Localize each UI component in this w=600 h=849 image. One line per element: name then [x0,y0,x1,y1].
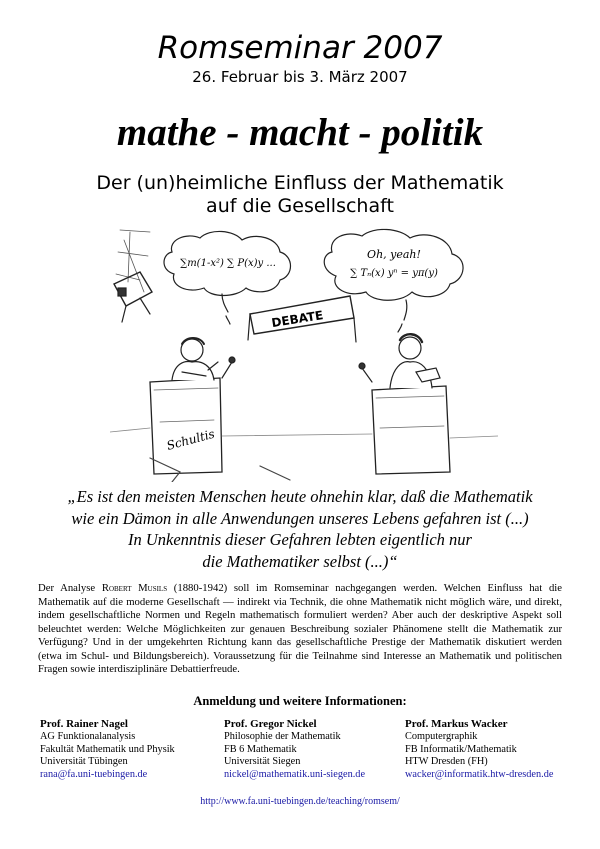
artist-signature: Schultis [165,426,217,453]
contact-department: Philosophie der Mathematik [224,730,341,742]
quote-line-3: In Unkenntnis dieser Gefahren lebten eigentlich nur [128,530,472,549]
right-bubble-exclamation: Oh, yeah! [367,248,421,261]
quote-line-1: „Es ist den meisten Menschen heute ohnehin klar, daß die Mathematik [67,487,533,506]
contact-department: Computergraphik [405,730,478,742]
contact-email-link[interactable]: rana@fa.uni-tuebingen.de [40,769,148,781]
left-bubble-formula: ∑m(1-x²) ∑ P(x)y ... [180,258,276,269]
debate-cartoon-illustration [110,222,498,482]
contact-email-link[interactable]: nickel@mathematik.uni-siegen.de [224,769,366,781]
contact-heading: Anmeldung und weitere Informationen: [193,694,407,708]
contact-faculty: Fakultät Mathematik und Physik [40,743,175,755]
contact-department: AG Funktionalanalysis [40,730,136,742]
main-title: mathe - macht - politik [116,111,484,154]
author-name: Robert Musils [101,582,168,594]
subtitle [0,172,600,218]
contact-name: Prof. Gregor Nickel [224,718,317,730]
contact-university: HTW Dresden (FH) [405,756,488,768]
contact-faculty: FB Informatik/Mathematik [405,743,517,755]
description-intro: Der Analyse [38,582,102,594]
contact-card-nickel [224,718,365,782]
contact-university: Universität Siegen [224,756,301,768]
right-bubble-formula: ∑ Tₙ(x) yⁿ = yπ(y) [350,268,438,279]
subtitle-line-2: auf die Gesellschaft [206,195,394,217]
contact-name: Prof. Markus Wacker [405,718,508,730]
quote-line-2: wie ein Dämon in alle Anwendungen unseres Lebens gefahren ist (...) [71,508,529,528]
contact-faculty: FB 6 Mathematik [224,743,297,755]
poster-title: Romseminar 2007 [157,30,443,66]
seminar-dates: 26. Februar bis 3. März 2007 [192,68,408,86]
contact-card-nagel [40,718,175,782]
contact-card-wacker [405,718,553,782]
contact-email-link[interactable]: wacker@informatik.htw-dresden.de [405,769,554,781]
seminar-website-link[interactable]: http://www.fa.uni-tuebingen.de/teaching/romsem/ [200,796,400,807]
description-text: (1880-1942) soll im Romseminar nachgegangen werden. Welchen Einfluss hat die Mathematik auf die moderne Gesellschaft — indirekt via Technik, die ohne Mathematik nicht möglich wäre, und direkt, indem gesellschaftliche Normen und Regeln mathematisch formuliert werden? Aber auch der deskriptive Aspekt soll beleuchtet werden: Welche Möglichkeiten zur genauen Beschreibung sozialer Phänomene stellt die Mathematik zur Verfügung? Und in der umgekehrten Richtung kann das gesellschaftliche Prestige der Mathematik diskutiert werden (etwa im Schul- und Bildungsbereich). Voraussetzung für die Teilnahme sind Interesse an Mathematik und politischen Fragen sowie interdisziplinäre Debattierfreude. [38,582,562,675]
contact-university: Universität Tübingen [40,756,128,768]
debate-sign-text: DEBATE [270,308,325,331]
contact-name: Prof. Rainer Nagel [40,718,128,730]
subtitle-line-1: Der (un)heimliche Einfluss der Mathematik [96,172,504,194]
musil-quote [40,486,560,572]
quote-line-4: die Mathematiker selbst (...)“ [202,551,398,571]
seminar-description [38,582,562,677]
